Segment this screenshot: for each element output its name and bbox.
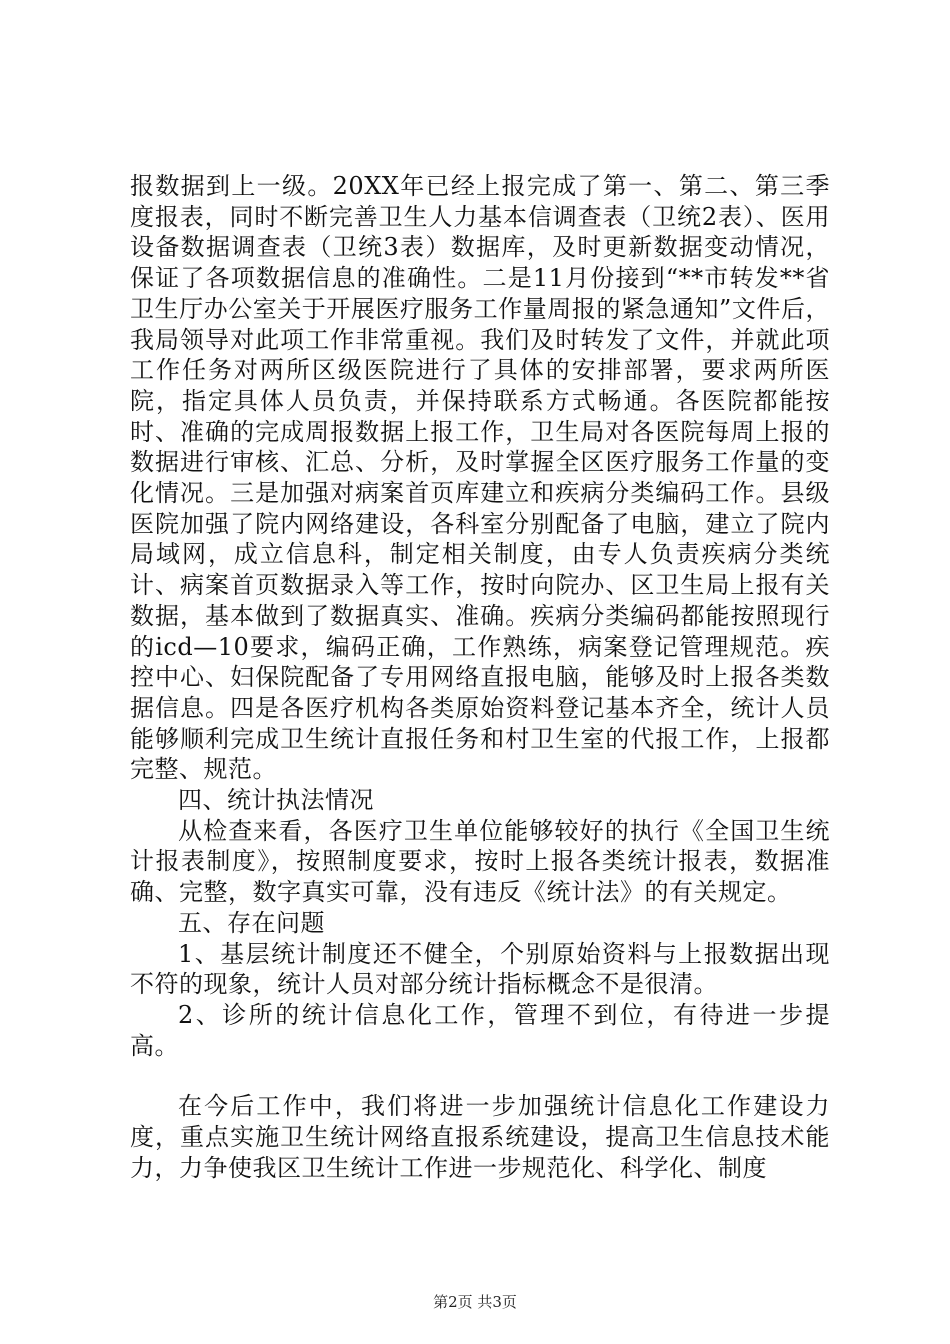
page-footer: 第2页 共3页 bbox=[433, 1293, 517, 1311]
section-heading-existing-problems: 五、存在问题 bbox=[178, 908, 325, 937]
paragraph-future-work: 在今后工作中，我们将进一步加强统计信息化工作建设力度，重点实施卫生统计网络直报系统建设，提高卫生信息技术能力，力争使我区卫生统计工作进一步规范化、科学化、制度 bbox=[130, 1092, 830, 1182]
section-heading-statistical-enforcement: 四、统计执法情况 bbox=[178, 786, 374, 815]
paragraph-data-reporting: 报数据到上一级。20XX年已经上报完成了第一、第二、第三季度报表，同时不断完善卫生人力基本信调查表（卫统2表）、医用设备数据调查表（卫统3表）数据库，及时更新数据变动情况，保证了各项数据信息的准确性。二是11月份接到“**市转发**省卫生厅办公室关于开展医疗服务工作量周报的紧急通知”文件后，我局领导对此项工作非常重视。我们及时转发了文件，并就此项工作任务对两所区级医院进行了具体的安排部署，要求两所医院，指定具体人员负责，并保持联系方式畅通。各医院都能按时、准确的完成周报数据上报工作，卫生局对各医院每周上报的数据进行审核、汇总、分析，及时掌握全区医疗服务工作量的变化情况。三是加强对病案首页库建立和疾病分类编码工作。县级医院加强了院内网络建设，各科室分别配备了电脑，建立了院内局域网，成立信息科，制定相关制度，由专人负责疾病分类统计、病案首页数据录入等工作，按时向院办、区卫生局上报有关数据，基本做到了数据真实、准确。疾病分类编码都能按照现行的icd—10要求，编码正确，工作熟练，病案登记管理规范。疾控中心、妇保院配备了专用网络直报电脑，能够及时上报各类数据信息。四是各医疗机构各类原始资料登记基本齐全，统计人员能够顺利完成卫生统计直报任务和村卫生室的代报工作，上报都完整、规范。 bbox=[130, 172, 830, 784]
document-body bbox=[130, 171, 830, 1184]
paragraph-problem-1: 1、基层统计制度还不健全，个别原始资料与上报数据出现不符的现象，统计人员对部分统计指标概念不是很清。 bbox=[130, 939, 830, 999]
paragraph-inspection-results: 从检查来看，各医疗卫生单位能够较好的执行《全国卫生统计报表制度》，按照制度要求，按时上报各类统计报表，数据准确、完整，数字真实可靠，没有违反《统计法》的有关规定。 bbox=[130, 816, 830, 907]
paragraph-spacer bbox=[130, 1061, 830, 1091]
paragraph-problem-2: 2、诊所的统计信息化工作，管理不到位，有待进一步提高。 bbox=[130, 1000, 830, 1060]
